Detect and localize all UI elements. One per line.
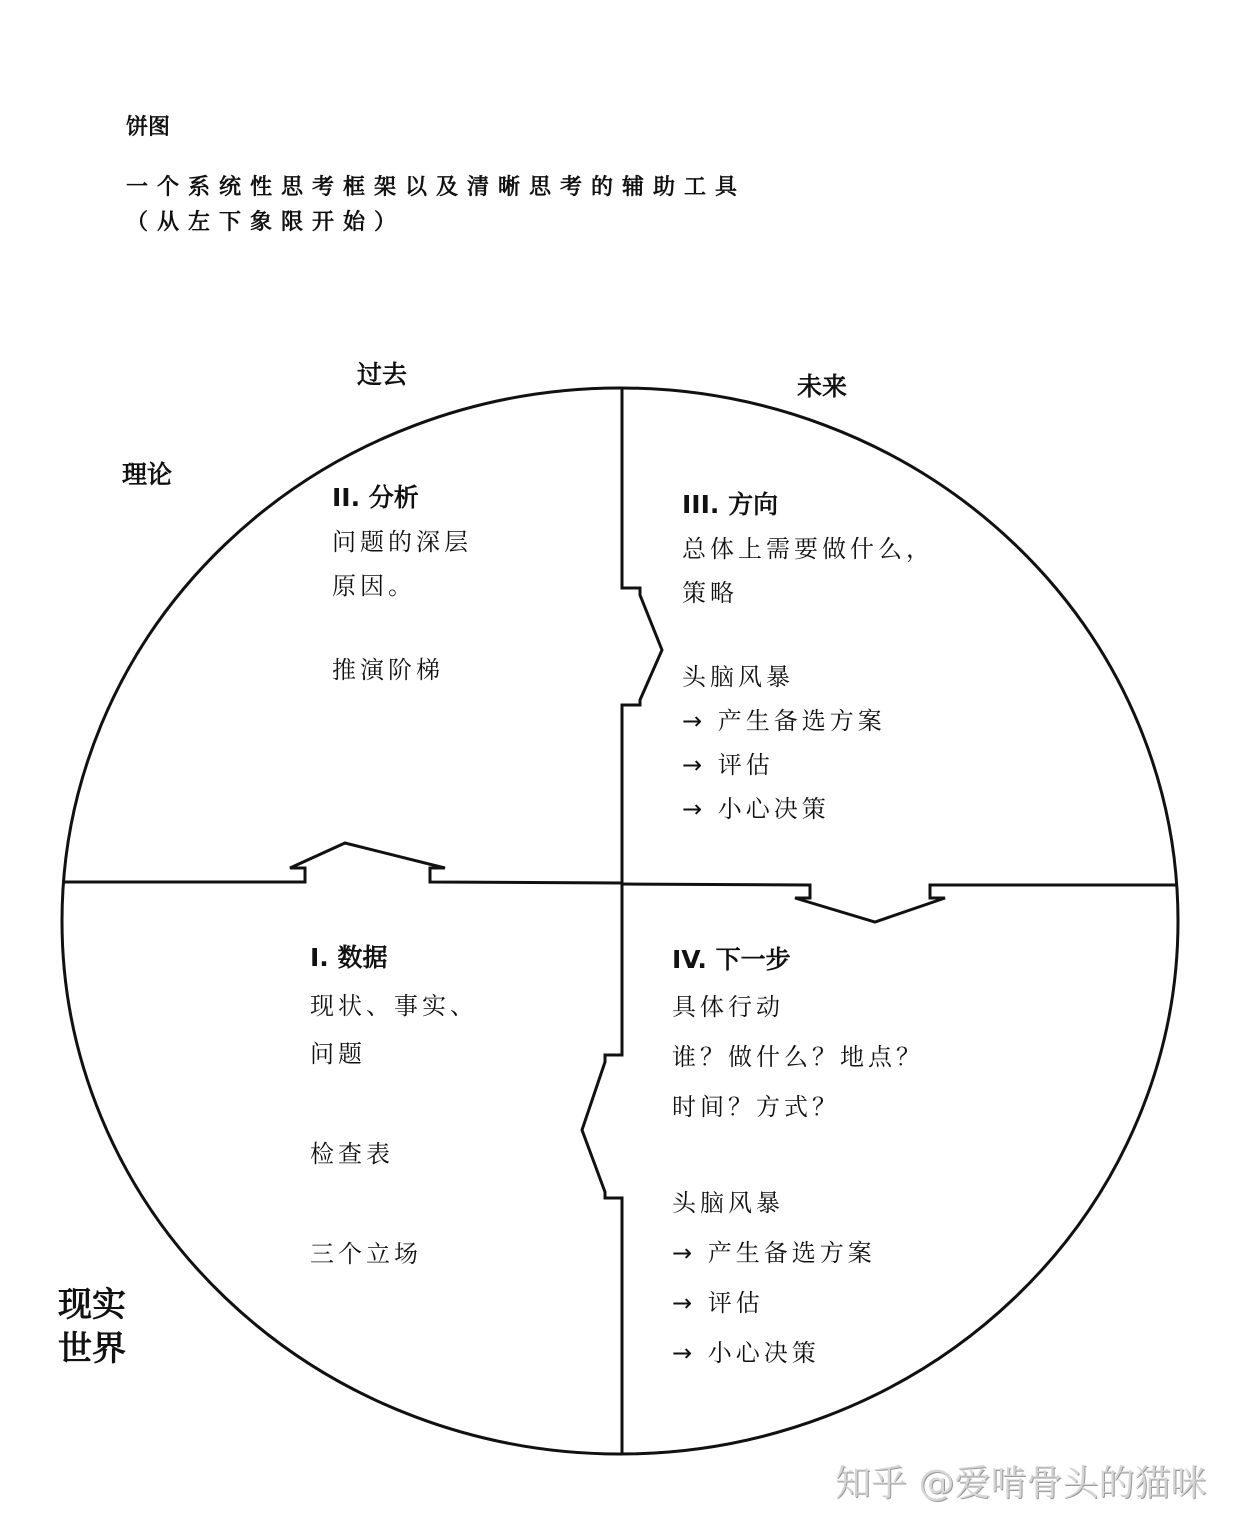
- quadrant-line: 问题的深层: [332, 528, 472, 556]
- quadrant-analysis: [332, 478, 472, 692]
- axis-label-real-world-line1: 现实: [58, 1285, 126, 1325]
- axis-label-theory: 理论: [122, 460, 173, 489]
- quadrant-line: 总体上需要做什么，: [682, 535, 934, 563]
- quadrant-body: [332, 520, 472, 692]
- quadrant-line: → 产生备选方案: [672, 1239, 876, 1267]
- quadrant-line: 时间？方式？: [672, 1093, 840, 1121]
- quadrant-line: 现状、事实、: [310, 992, 478, 1020]
- quadrant-line: → 小心决策: [682, 795, 830, 823]
- quadrant-title: III. 方向: [682, 490, 779, 519]
- quadrant-body: [310, 982, 478, 1278]
- quadrant-title: I. 数据: [310, 943, 388, 972]
- quadrant-line: 推演阶梯: [332, 656, 444, 684]
- quadrant-line: 具体行动: [672, 993, 784, 1021]
- quadrant-line: → 产生备选方案: [682, 707, 886, 735]
- page-subtitle: 一个系统性思考框架以及清晰思考的辅助工具: [126, 174, 747, 200]
- quadrant-line: 策略: [682, 579, 738, 607]
- horizontal-divider-right: [622, 884, 1177, 922]
- watermark: 知乎 @爱啃骨头的猫咪: [835, 1463, 1207, 1504]
- quadrant-next-step: [672, 940, 924, 1378]
- quadrant-line: 问题: [310, 1040, 366, 1068]
- circle-outline: [62, 388, 1178, 1454]
- quadrant-line: 头脑风暴: [672, 1189, 784, 1217]
- quadrant-body: [682, 527, 934, 831]
- axis-label-past: 过去: [357, 360, 408, 389]
- quadrant-body: [672, 982, 924, 1378]
- quadrant-line: → 评估: [672, 1289, 764, 1317]
- axis-label-real-world: [58, 1283, 126, 1371]
- quadrant-direction: [682, 485, 934, 831]
- quadrant-title: II. 分析: [332, 483, 419, 512]
- quadrant-line: 头脑风暴: [682, 663, 794, 691]
- quadrant-line: → 评估: [682, 751, 774, 779]
- axis-label-real-world-line2: 世界: [58, 1329, 126, 1369]
- quadrant-line: → 小心决策: [672, 1339, 820, 1367]
- quadrant-line: 三个立场: [310, 1240, 422, 1268]
- quadrant-line: 谁？做什么？地点？: [672, 1043, 924, 1071]
- axis-label-future: 未来: [797, 372, 848, 401]
- vertical-divider-top: [622, 388, 662, 883]
- horizontal-divider-left: [62, 843, 622, 883]
- quadrant-data: [310, 938, 478, 1278]
- quadrant-line: 原因。: [332, 572, 416, 600]
- quadrant-line: 检查表: [310, 1140, 394, 1168]
- quadrant-title: IV. 下一步: [672, 945, 791, 974]
- page-subtitle-note: （从左下象限开始）: [126, 209, 406, 235]
- page-title: 饼图: [126, 114, 171, 140]
- vertical-divider-bottom: [582, 883, 622, 1455]
